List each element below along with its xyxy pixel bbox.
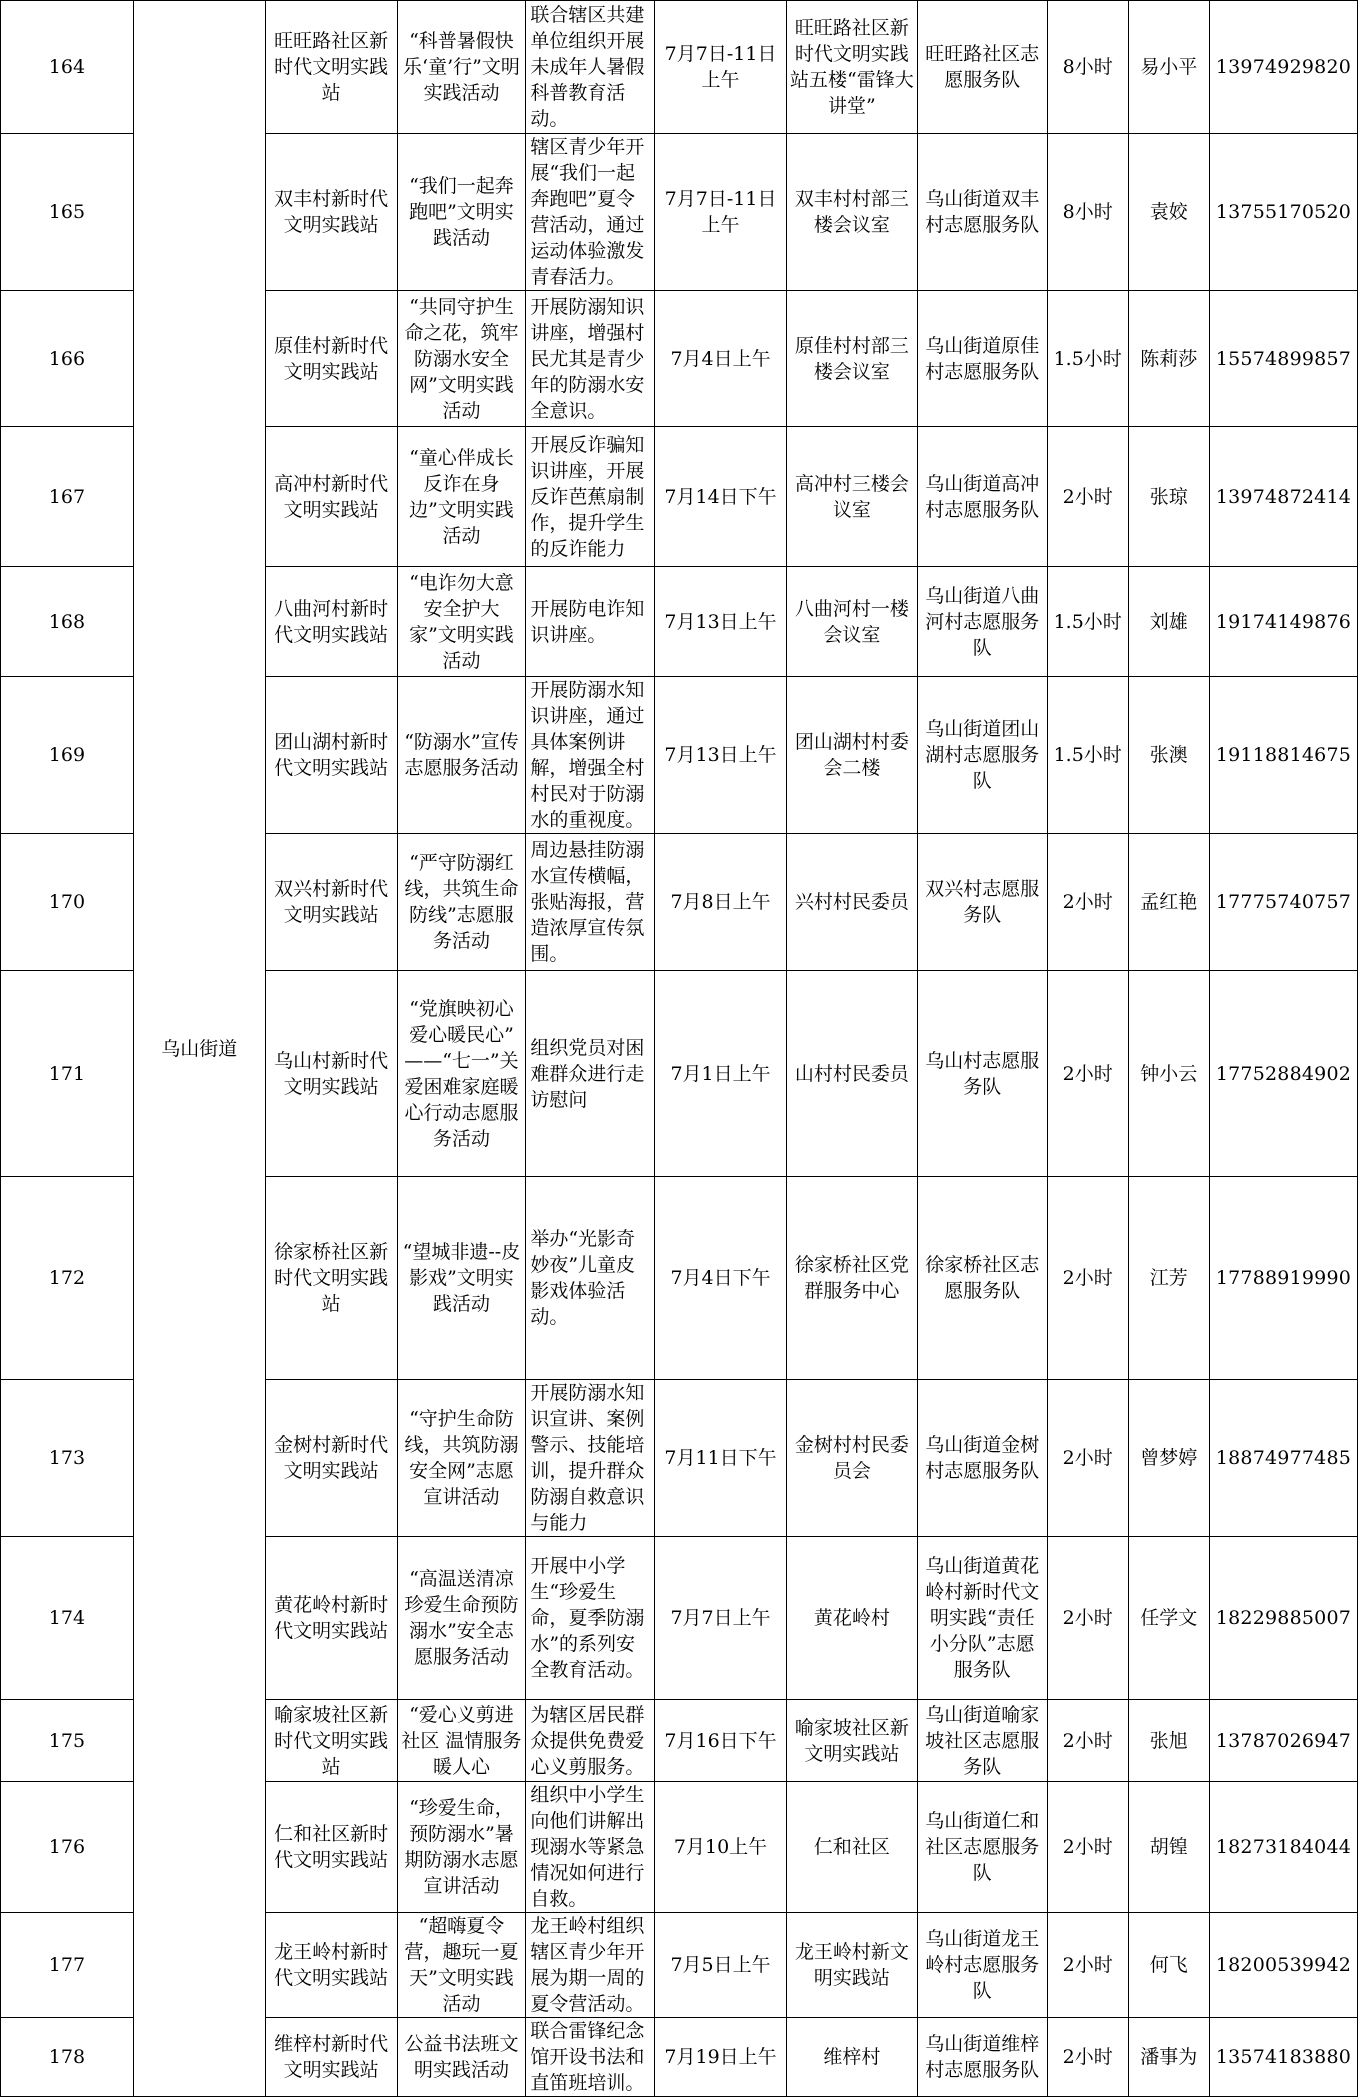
row-number: 164 [1, 1, 134, 134]
activity-location: 团山湖村村委会二楼 [786, 677, 917, 834]
activity-name: “守护生命防线，共筑防溺安全网”志愿宣讲活动 [397, 1380, 526, 1537]
activity-date: 7月7日-11日上午 [655, 134, 787, 291]
service-hours: 2小时 [1047, 1913, 1128, 2018]
activity-name: “电诈勿大意 安全护大家”文明实践活动 [397, 567, 526, 677]
contact-phone: 13974929820 [1209, 1, 1357, 134]
activity-date: 7月13日上午 [655, 677, 787, 834]
service-team: 乌山街道仁和社区志愿服务队 [917, 1782, 1047, 1913]
service-hours: 2小时 [1047, 1700, 1128, 1782]
service-hours: 2小时 [1047, 1782, 1128, 1913]
contact-person: 易小平 [1128, 1, 1209, 134]
activity-name: “童心伴成长 反诈在身边”文明实践活动 [397, 427, 526, 567]
activity-content: 开展防溺水知识讲座，通过具体案例讲解，增强全村村民对于防溺水的重视度。 [526, 677, 655, 834]
row-number: 169 [1, 677, 134, 834]
service-hours: 2小时 [1047, 1537, 1128, 1700]
contact-person: 钟小云 [1128, 971, 1209, 1177]
service-team: 徐家桥社区志愿服务队 [917, 1177, 1047, 1380]
contact-person: 刘雄 [1128, 567, 1209, 677]
activity-date: 7月7日上午 [655, 1537, 787, 1700]
activity-location: 兴村村民委员 [786, 834, 917, 971]
contact-phone: 17752884902 [1209, 971, 1357, 1177]
contact-person: 潘事为 [1128, 2018, 1209, 2097]
activity-name: “防溺水”宣传志愿服务活动 [397, 677, 526, 834]
service-hours: 1.5小时 [1047, 291, 1128, 427]
activity-name: “科普暑假快乐‘童’行”文明实践活动 [397, 1, 526, 134]
activity-date: 7月1日上午 [655, 971, 787, 1177]
station-name: 喻家坡社区新时代文明实践站 [265, 1700, 397, 1782]
activity-location: 山村村民委员 [786, 971, 917, 1177]
station-name: 八曲河村新时代文明实践站 [265, 567, 397, 677]
activity-name: “爱心义剪进社区 温情服务暖人心 [397, 1700, 526, 1782]
contact-person: 张澳 [1128, 677, 1209, 834]
activity-content: 开展防电诈知识讲座。 [526, 567, 655, 677]
activity-location: 原佳村村部三楼会议室 [786, 291, 917, 427]
activity-name: “高温送清凉 珍爱生命预防溺水”安全志愿服务活动 [397, 1537, 526, 1700]
station-name: 黄花岭村新时代文明实践站 [265, 1537, 397, 1700]
activity-content: 开展反诈骗知识讲座，开展反诈芭蕉扇制作，提升学生的反诈能力 [526, 427, 655, 567]
contact-phone: 13787026947 [1209, 1700, 1357, 1782]
contact-person: 袁姣 [1128, 134, 1209, 291]
activity-location: 维梓村 [786, 2018, 917, 2097]
activity-name: “党旗映初心 爱心暖民心” ——“七一”关爱困难家庭暖心行动志愿服务活动 [397, 971, 526, 1177]
activity-location: 黄花岭村 [786, 1537, 917, 1700]
activity-content: 举办“光影奇妙夜”儿童皮影戏体验活动。 [526, 1177, 655, 1380]
activity-date: 7月13日上午 [655, 567, 787, 677]
station-name: 维梓村新时代文明实践站 [265, 2018, 397, 2097]
service-team: 乌山街道黄花岭村新时代文明实践“责任小分队”志愿服务队 [917, 1537, 1047, 1700]
service-team: 乌山街道高冲村志愿服务队 [917, 427, 1047, 567]
activity-location: 喻家坡社区新文明实践站 [786, 1700, 917, 1782]
service-hours: 2小时 [1047, 834, 1128, 971]
contact-person: 张琼 [1128, 427, 1209, 567]
activity-content: 周边悬挂防溺水宣传横幅，张贴海报，营造浓厚宣传氛围。 [526, 834, 655, 971]
activity-content: 联合雷锋纪念馆开设书法和直笛班培训。 [526, 2018, 655, 2097]
service-team: 乌山街道维梓村志愿服务队 [917, 2018, 1047, 2097]
row-number: 166 [1, 291, 134, 427]
contact-phone: 18229885007 [1209, 1537, 1357, 1700]
contact-person: 胡锽 [1128, 1782, 1209, 1913]
contact-phone: 15574899857 [1209, 291, 1357, 427]
station-name: 旺旺路社区新时代文明实践站 [265, 1, 397, 134]
station-name: 双丰村新时代文明实践站 [265, 134, 397, 291]
activity-content: 辖区青少年开展“我们一起奔跑吧”夏令营活动，通过运动体验激发青春活力。 [526, 134, 655, 291]
contact-phone: 18273184044 [1209, 1782, 1357, 1913]
activity-name: “望城非遗--皮影戏”文明实践活动 [397, 1177, 526, 1380]
service-team: 乌山街道团山湖村志愿服务队 [917, 677, 1047, 834]
service-hours: 1.5小时 [1047, 677, 1128, 834]
row-number: 172 [1, 1177, 134, 1380]
activity-content: 为辖区居民群众提供免费爱心义剪服务。 [526, 1700, 655, 1782]
service-hours: 2小时 [1047, 971, 1128, 1177]
activity-name: “珍爱生命，预防溺水”暑期防溺水志愿宣讲活动 [397, 1782, 526, 1913]
station-name: 乌山村新时代文明实践站 [265, 971, 397, 1177]
station-name: 原佳村新时代文明实践站 [265, 291, 397, 427]
contact-person: 张旭 [1128, 1700, 1209, 1782]
station-name: 双兴村新时代文明实践站 [265, 834, 397, 971]
row-number: 165 [1, 134, 134, 291]
activity-location: 双丰村村部三楼会议室 [786, 134, 917, 291]
activity-content: 组织中小学生向他们讲解出现溺水等紧急情况如何进行自救。 [526, 1782, 655, 1913]
row-number: 170 [1, 834, 134, 971]
row-number: 167 [1, 427, 134, 567]
activity-content: 龙王岭村组织辖区青少年开展为期一周的夏令营活动。 [526, 1913, 655, 2018]
service-hours: 2小时 [1047, 1380, 1128, 1537]
activity-date: 7月5日上午 [655, 1913, 787, 2018]
station-name: 徐家桥社区新时代文明实践站 [265, 1177, 397, 1380]
contact-phone: 13755170520 [1209, 134, 1357, 291]
station-name: 团山湖村新时代文明实践站 [265, 677, 397, 834]
service-hours: 1.5小时 [1047, 567, 1128, 677]
activity-content: 开展防溺知识讲座，增强村民尤其是青少年的防溺水安全意识。 [526, 291, 655, 427]
service-hours: 2小时 [1047, 1177, 1128, 1380]
row-number: 171 [1, 971, 134, 1177]
contact-phone: 18874977485 [1209, 1380, 1357, 1537]
activity-name: “我们一起奔跑吧”文明实践活动 [397, 134, 526, 291]
contact-person: 陈莉莎 [1128, 291, 1209, 427]
activity-content: 开展中小学生“珍爱生命，夏季防溺水”的系列安全教育活动。 [526, 1537, 655, 1700]
contact-phone: 19118814675 [1209, 677, 1357, 834]
contact-phone: 13574183880 [1209, 2018, 1357, 2097]
service-team: 乌山街道原佳村志愿服务队 [917, 291, 1047, 427]
service-team: 乌山街道金树村志愿服务队 [917, 1380, 1047, 1537]
service-team: 乌山街道双丰村志愿服务队 [917, 134, 1047, 291]
activity-name: “超嗨夏令营，趣玩一夏天”文明实践活动 [397, 1913, 526, 2018]
contact-person: 任学文 [1128, 1537, 1209, 1700]
activity-content: 开展防溺水知识宣讲、案例警示、技能培训，提升群众防溺自救意识与能力 [526, 1380, 655, 1537]
contact-person: 江芳 [1128, 1177, 1209, 1380]
activity-content: 组织党员对困难群众进行走访慰问 [526, 971, 655, 1177]
district-name: 乌山街道 [133, 1, 265, 2097]
row-number: 168 [1, 567, 134, 677]
service-hours: 8小时 [1047, 134, 1128, 291]
activity-location: 仁和社区 [786, 1782, 917, 1913]
service-team: 乌山村志愿服务队 [917, 971, 1047, 1177]
activity-location: 旺旺路社区新时代文明实践站五楼“雷锋大讲堂” [786, 1, 917, 134]
contact-phone: 18200539942 [1209, 1913, 1357, 2018]
contact-phone: 17775740757 [1209, 834, 1357, 971]
table-body [1, 1, 1358, 2097]
service-hours: 2小时 [1047, 427, 1128, 567]
activity-date: 7月4日上午 [655, 291, 787, 427]
row-number: 173 [1, 1380, 134, 1537]
activity-date: 7月8日上午 [655, 834, 787, 971]
service-hours: 2小时 [1047, 2018, 1128, 2097]
activity-date: 7月7日-11日上午 [655, 1, 787, 134]
row-number: 175 [1, 1700, 134, 1782]
row-number: 177 [1, 1913, 134, 2018]
activity-date: 7月11日下午 [655, 1380, 787, 1537]
station-name: 龙王岭村新时代文明实践站 [265, 1913, 397, 2018]
activity-location: 高冲村三楼会议室 [786, 427, 917, 567]
activity-name: “共同守护生命之花，筑牢防溺水安全网”文明实践活动 [397, 291, 526, 427]
contact-phone: 19174149876 [1209, 567, 1357, 677]
station-name: 高冲村新时代文明实践站 [265, 427, 397, 567]
contact-person: 曾梦婷 [1128, 1380, 1209, 1537]
activity-location: 龙王岭村新文明实践站 [786, 1913, 917, 2018]
contact-person: 孟红艳 [1128, 834, 1209, 971]
service-team: 乌山街道龙王岭村志愿服务队 [917, 1913, 1047, 2018]
contact-phone: 17788919990 [1209, 1177, 1357, 1380]
service-hours: 8小时 [1047, 1, 1128, 134]
activity-name: “严守防溺红线，共筑生命防线”志愿服务活动 [397, 834, 526, 971]
activity-date: 7月19日上午 [655, 2018, 787, 2097]
activity-date: 7月16日下午 [655, 1700, 787, 1782]
contact-phone: 13974872414 [1209, 427, 1357, 567]
activity-date: 7月14日下午 [655, 427, 787, 567]
row-number: 176 [1, 1782, 134, 1913]
service-team: 双兴村志愿服务队 [917, 834, 1047, 971]
activity-date: 7月4日下午 [655, 1177, 787, 1380]
contact-person: 何飞 [1128, 1913, 1209, 2018]
station-name: 仁和社区新时代文明实践站 [265, 1782, 397, 1913]
activity-location: 金树村村民委员会 [786, 1380, 917, 1537]
activity-name: 公益书法班文明实践活动 [397, 2018, 526, 2097]
row-number: 178 [1, 2018, 134, 2097]
table-row [1, 1, 1358, 134]
activity-location: 八曲河村一楼会议室 [786, 567, 917, 677]
station-name: 金树村新时代文明实践站 [265, 1380, 397, 1537]
row-number: 174 [1, 1537, 134, 1700]
service-team: 旺旺路社区志愿服务队 [917, 1, 1047, 134]
service-team: 乌山街道喻家坡社区志愿服务队 [917, 1700, 1047, 1782]
service-team: 乌山街道八曲河村志愿服务队 [917, 567, 1047, 677]
activity-content: 联合辖区共建单位组织开展未成年人暑假科普教育活动。 [526, 1, 655, 134]
activity-date: 7月10上午 [655, 1782, 787, 1913]
activity-location: 徐家桥社区党群服务中心 [786, 1177, 917, 1380]
